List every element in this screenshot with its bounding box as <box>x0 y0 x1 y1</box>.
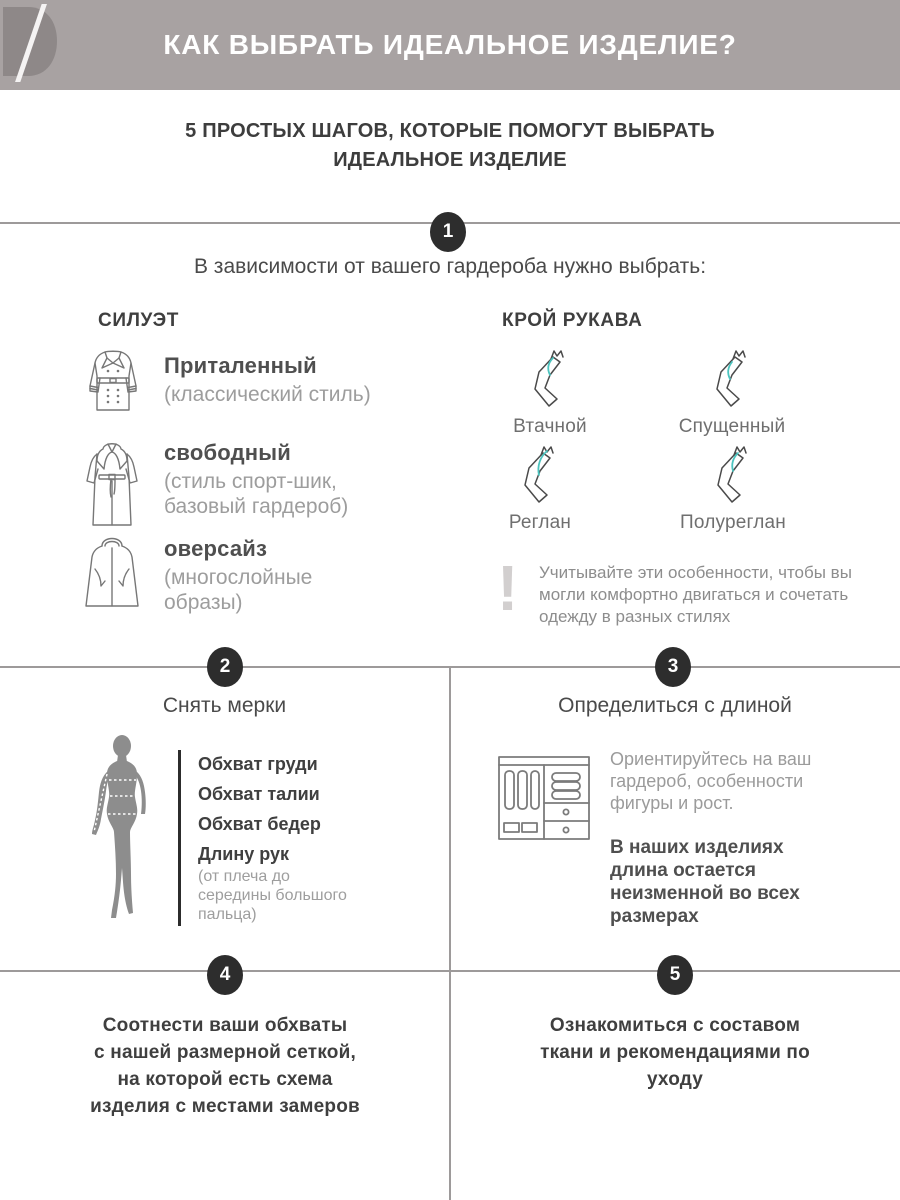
silhouette-heading: СИЛУЭТ <box>98 310 180 331</box>
silhouette-item-text <box>164 350 371 407</box>
wardrobe-icon <box>496 750 592 844</box>
sleeve-item-set-in <box>488 348 612 438</box>
measurement-item: Обхват груди <box>198 754 318 774</box>
intro-line-1: 5 ПРОСТЫХ ШАГОВ, КОТОРЫЕ ПОМОГУТ ВЫБРАТЬ <box>185 120 715 142</box>
step-4-text: Соотнести ваши обхваты с нашей размерной сеткой, на которой есть схема изделия с местами замеров <box>90 1015 360 1117</box>
step-3-title: Определиться с длиной <box>558 694 792 717</box>
set-in-sleeve-icon <box>524 348 576 410</box>
dropped-sleeve-icon <box>706 348 758 410</box>
step-4-number: 4 <box>219 964 231 985</box>
warning-text: Учитывайте эти особенности, чтобы вы могли комфортно двигаться и сочетать одежду в разных стилях <box>539 563 852 626</box>
loose-coat-icon <box>82 437 142 529</box>
raglan-sleeve-icon <box>514 444 566 506</box>
silhouette-name: оверсайз <box>164 536 268 561</box>
step-3-badge <box>655 647 691 687</box>
semi-raglan-sleeve-icon <box>707 444 759 506</box>
exclamation-icon: ! <box>497 552 519 624</box>
sleeve-label: Втачной <box>513 416 587 437</box>
divider-step45 <box>0 970 900 972</box>
measurement-item: Обхват бедер <box>198 814 321 834</box>
intro-subtitle <box>0 117 900 175</box>
silhouette-item-fitted <box>84 350 424 412</box>
sleeves-warning <box>497 552 852 628</box>
step-3-highlight: В наших изделиях длина остается неизменной во всех размерах <box>610 837 800 927</box>
vertical-divider <box>449 666 451 1200</box>
measurement-item: Обхват талии <box>198 784 320 804</box>
step-3-number: 3 <box>667 656 679 677</box>
step-5-number: 5 <box>669 964 681 985</box>
sleeves-heading: КРОЙ РУКАВА <box>502 310 643 331</box>
step-3-description: Ориентируйтесь на ваш гардероб, особенности фигуры и рост. <box>610 749 812 813</box>
oversize-coat-icon <box>82 533 142 609</box>
brand-d-logo-icon <box>0 4 64 82</box>
silhouette-note: (стиль спорт-шик, базовый гардероб) <box>164 470 349 518</box>
silhouette-item-oversize <box>82 533 422 615</box>
silhouette-name: Приталенный <box>164 353 317 378</box>
measurement-item: Длину рук <box>198 844 289 864</box>
step-1-badge <box>430 212 466 252</box>
sleeve-label: Полуреглан <box>680 512 786 533</box>
step-1-number: 1 <box>442 221 454 242</box>
measurements-list <box>178 750 347 926</box>
silhouette-item-loose <box>82 437 422 529</box>
sleeve-item-dropped <box>668 348 796 438</box>
silhouette-note: (многослойные образы) <box>164 566 313 614</box>
sleeve-item-semi-raglan <box>670 444 796 534</box>
step-2-number: 2 <box>219 656 231 677</box>
silhouette-note: (классический стиль) <box>164 383 371 406</box>
sleeve-label: Спущенный <box>678 416 786 437</box>
sleeve-label: Реглан <box>508 512 572 533</box>
step-4-badge <box>207 955 243 995</box>
female-figure-icon <box>84 734 160 924</box>
step-1-lead: В зависимости от вашего гардероба нужно выбрать: <box>193 255 707 278</box>
silhouette-item-text <box>164 533 312 615</box>
step-3-text <box>610 748 870 928</box>
silhouette-name: свободный <box>164 440 292 465</box>
step-5-text: Ознакомиться с составом ткани и рекомендациями по уходу <box>540 1015 810 1090</box>
silhouette-item-text <box>164 437 348 519</box>
page-title: КАК ВЫБРАТЬ ИДЕАЛЬНОЕ ИЗДЕЛИЕ? <box>163 29 737 60</box>
measurement-note: (от плеча до середины большого пальца) <box>198 868 347 923</box>
header <box>0 0 900 90</box>
step-2-badge <box>207 647 243 687</box>
fitted-coat-icon <box>84 350 142 412</box>
step-5-badge <box>657 955 693 995</box>
step-2-title: Снять мерки <box>162 694 287 717</box>
intro-line-2: ИДЕАЛЬНОЕ ИЗДЕЛИЕ <box>333 149 567 171</box>
sleeve-item-raglan <box>478 444 602 534</box>
